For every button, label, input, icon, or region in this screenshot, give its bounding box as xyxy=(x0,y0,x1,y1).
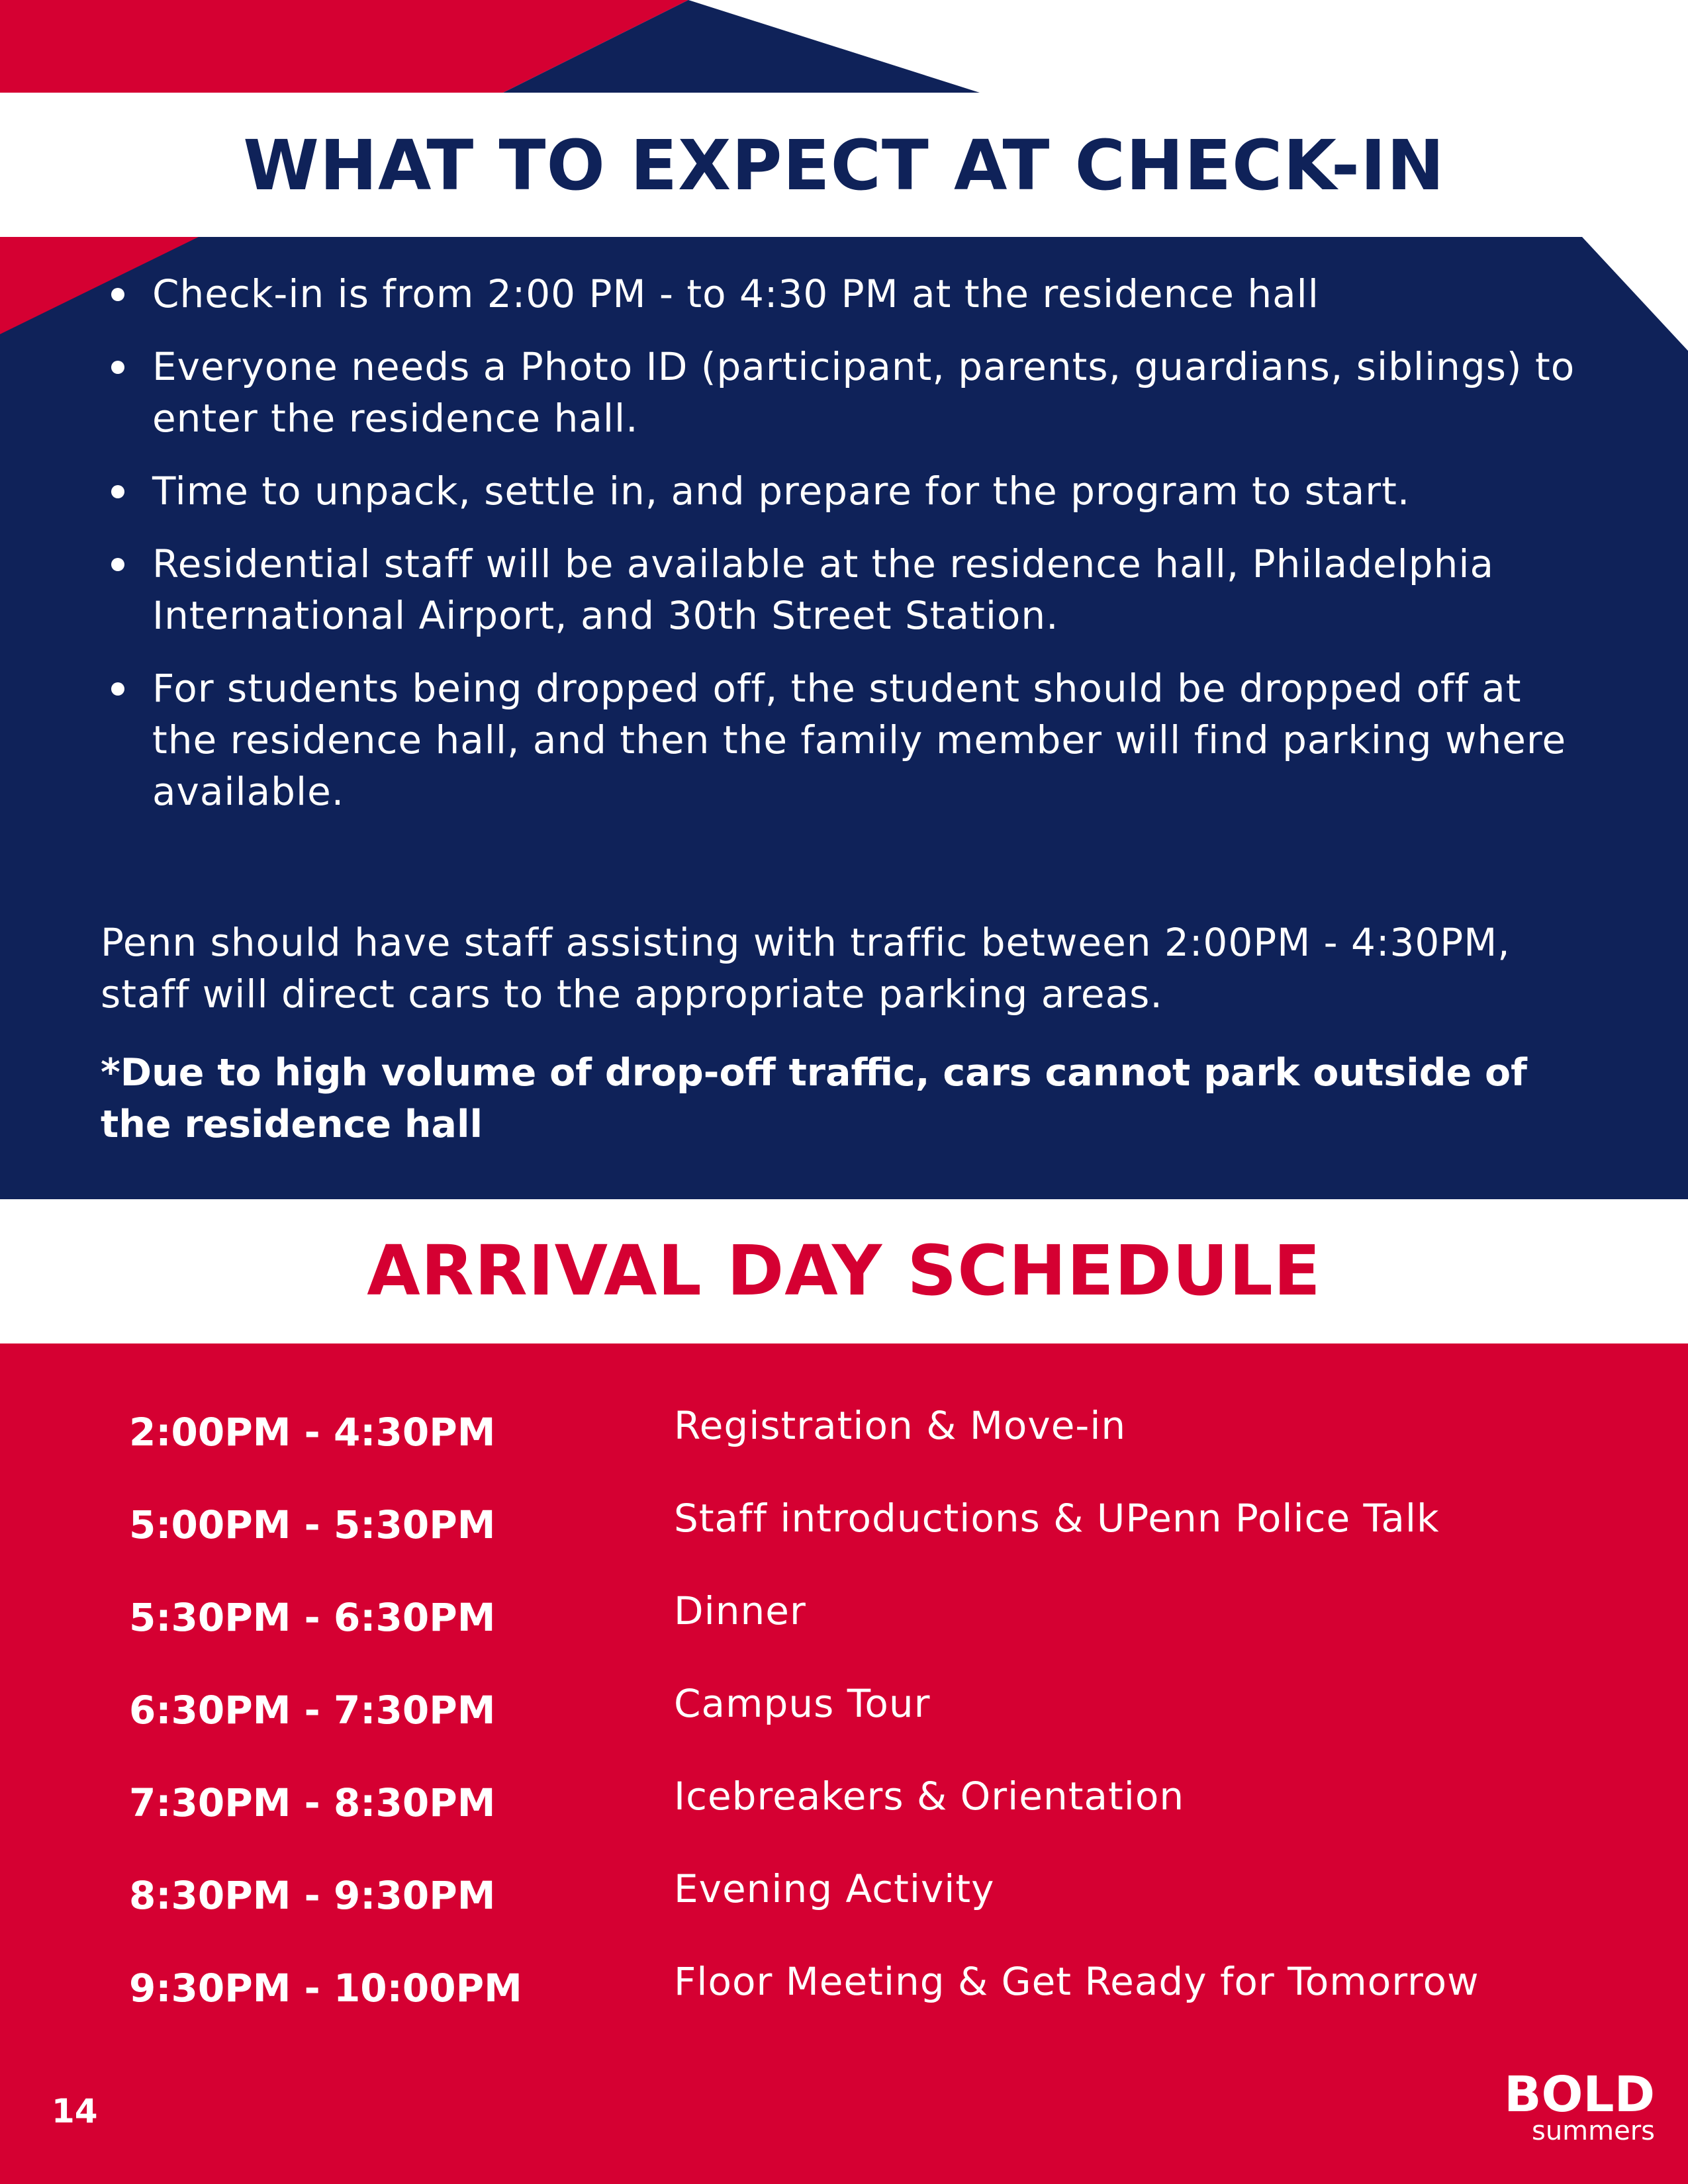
page-number: 14 xyxy=(52,2092,98,2130)
schedule-time: 8:30PM - 9:30PM xyxy=(129,1873,496,1918)
parking-warning: *Due to high volume of drop-off traffic, cars cannot park outside of the residence hall xyxy=(101,1051,1527,1146)
schedule-event: Floor Meeting & Get Ready for Tomorrow xyxy=(674,1959,1479,2004)
brand-logo-bold: BOLD xyxy=(1504,2066,1655,2123)
schedule-event: Evening Activity xyxy=(674,1866,995,1911)
schedule-row xyxy=(0,1770,1688,1837)
bullet-dot-icon xyxy=(111,288,124,301)
list-item-text: Time to unpack, settle in, and prepare for the program to start. xyxy=(152,469,1411,514)
bullet-dot-icon xyxy=(111,361,124,374)
schedule-time: 2:00PM - 4:30PM xyxy=(129,1410,496,1455)
schedule-row xyxy=(0,1400,1688,1466)
list-item xyxy=(99,268,1589,320)
traffic-paragraph: Penn should have staff assisting with traffic between 2:00PM - 4:30PM, staff will direct cars to the appropriate parking areas. xyxy=(101,920,1511,1017)
list-item xyxy=(99,538,1589,641)
schedule-time: 5:00PM - 5:30PM xyxy=(129,1502,496,1547)
list-item-text: Check-in is from 2:00 PM - to 4:30 PM at the residence hall xyxy=(152,271,1319,316)
schedule-time: 9:30PM - 10:00PM xyxy=(129,1966,522,2011)
schedule-event: Dinner xyxy=(674,1588,806,1633)
list-item xyxy=(99,341,1589,444)
schedule-event: Staff introductions & UPenn Police Talk xyxy=(674,1496,1440,1541)
list-item-text: Everyone needs a Photo ID (participant, parents, guardians, siblings) to enter the residence hall. xyxy=(152,344,1575,441)
schedule-title: ARRIVAL DAY SCHEDULE xyxy=(367,1230,1321,1311)
schedule-row xyxy=(0,1678,1688,1744)
schedule-event: Icebreakers & Orientation xyxy=(674,1774,1185,1819)
schedule-row xyxy=(0,1492,1688,1559)
bullet-dot-icon xyxy=(111,682,124,696)
brand-logo-summers: summers xyxy=(1531,2116,1655,2146)
schedule-time: 6:30PM - 7:30PM xyxy=(129,1688,496,1733)
checkin-title: WHAT TO EXPECT AT CHECK-IN xyxy=(243,125,1445,206)
list-item-text: Residential staff will be available at the residence hall, Philadelphia International Airport, and 30th Street Station. xyxy=(152,541,1495,638)
list-item xyxy=(99,662,1589,817)
schedule-event: Registration & Move-in xyxy=(674,1403,1127,1448)
bullet-dot-icon xyxy=(111,485,124,498)
list-item-text: For students being dropped off, the student should be dropped off at the residence hall, and then the family member will find parking where available. xyxy=(152,666,1567,814)
schedule-row xyxy=(0,1863,1688,1929)
bullet-dot-icon xyxy=(111,558,124,571)
brand-logo xyxy=(1504,2066,1655,2154)
schedule-time: 5:30PM - 6:30PM xyxy=(129,1595,496,1640)
schedule-row xyxy=(0,1956,1688,2022)
list-item xyxy=(99,465,1589,517)
schedule-time: 7:30PM - 8:30PM xyxy=(129,1780,496,1825)
schedule-row xyxy=(0,1585,1688,1651)
schedule-panel xyxy=(0,1343,1688,2184)
schedule-event: Campus Tour xyxy=(674,1681,931,1726)
checkin-bullet-list xyxy=(99,268,1589,839)
